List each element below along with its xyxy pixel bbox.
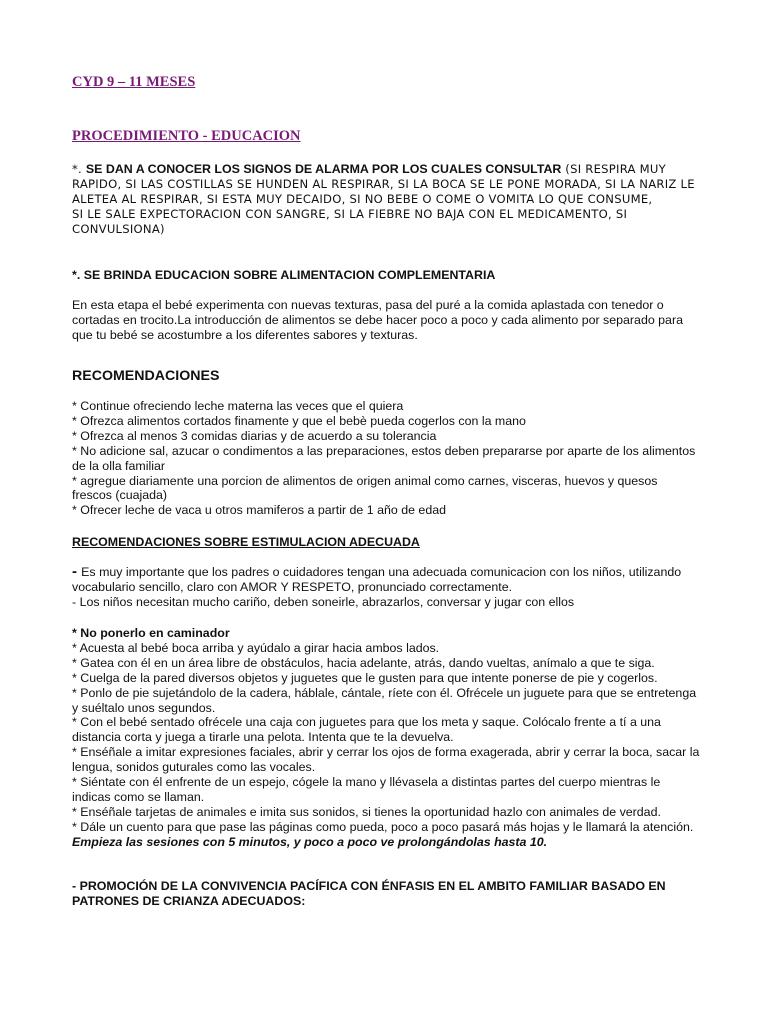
list-item: * Enséñale tarjetas de animales e imita sus sonidos, si tienes la oportunidad hazlo con animales de verdad. bbox=[72, 804, 661, 819]
list-item: * Acuesta al bebé boca arriba y ayúdalo a girar hacia ambos lados. bbox=[72, 640, 440, 655]
alimentacion-heading: *. SE BRINDA EDUCACION SOBRE ALIMENTACION COMPLEMENTARIA bbox=[72, 268, 496, 282]
document-title: CYD 9 – 11 MESES bbox=[72, 74, 196, 90]
list-item: * Continue ofreciendo leche materna las veces que el quiera bbox=[72, 399, 404, 413]
estimulacion-intro bbox=[72, 565, 700, 610]
list-item: * Cuelga de la pared diversos objetos y juguetes que le gusten para que intente ponerse de pie y cogerlos. bbox=[72, 670, 658, 685]
list-item: * Enséñale a imitar expresiones faciales, abrir y cerrar los ojos de forma exagerada, abrir y cerrar la boca, sacar la lengua, sonidos guturales como las vocales. bbox=[72, 745, 700, 775]
recomendaciones-heading: RECOMENDACIONES bbox=[72, 368, 220, 384]
list-item: * Ofrezca al menos 3 comidas diarias y de acuerdo a su tolerancia bbox=[72, 428, 437, 443]
alarm-text: (SI RESPIRA MUY RAPIDO, SI LAS COSTILLAS SE HUNDEN AL RESPIRAR, SI LA BOCA SE LE PONE MORADA, SI LA NARIZ LE ALETEA AL RESPIRAR, SI ESTA MUY DECAIDO, SI NO BEBE O COME O VOMITA LO QUE CONSUME, bbox=[72, 162, 695, 206]
list-item: - Es muy importante que los padres o cuidadores tengan una adecuada comunicacion con los niños, utilizando vocabulario sencillo, claro con AMOR Y RESPETO, pronunciado correctamente. bbox=[72, 563, 682, 594]
list-item: * Gatea con él en un área libre de obstáculos, hacia adelante, atrás, dando vueltas, anímalo a que te siga. bbox=[72, 655, 655, 670]
estimulacion-heading: RECOMENDACIONES SOBRE ESTIMULACION ADECUADA bbox=[72, 535, 420, 549]
list-item: * Siéntate con él enfrente de un espejo, cógele la mano y llévasela a distintas partes del cuerpo mientras le indicas como se llaman. bbox=[72, 775, 661, 804]
list-item: * Ofrezca alimentos cortados finamente y que el bebè pueda cogerlos con la mano bbox=[72, 413, 526, 428]
alarm-heading: SE DAN A CONOCER LOS SIGNOS DE ALARMA POR LOS CUALES CONSULTAR bbox=[85, 162, 562, 176]
list-item: * No adicione sal, azucar o condimentos a las preparaciones, estos deben prepararse por aparte de los alimentos de la olla familiar bbox=[72, 443, 696, 473]
list-item: * Dále un cuento para que pase las páginas como pueda, poco a poco pasará más hojas y le llamará la atención. bbox=[72, 819, 694, 834]
caminador-heading: * No ponerlo en caminador bbox=[72, 626, 230, 640]
alarm-signs-paragraph bbox=[72, 162, 700, 237]
list-item: - Los niños necesitan mucho cariño, deben soneirle, abrazarlos, conversar y jugar con ellos bbox=[72, 594, 575, 609]
list-item: * agregue diariamente una porcion de alimentos de origen animal como carnes, visceras, huevos y quesos frescos (cuajada) bbox=[72, 473, 658, 503]
alarm-text-continued: SI LE SALE EXPECTORACION CON SANGRE, SI LA FIEBRE NO BAJA CON EL MEDICAMENTO, SI CONVULSIONA) bbox=[72, 207, 628, 236]
convivencia-heading: - PROMOCIÓN DE LA CONVIVENCIA PACÍFICA CON ÉNFASIS EN EL AMBITO FAMILIAR BASADO EN PATRONES DE CRIANZA ADECUADOS: bbox=[72, 879, 666, 908]
sesiones-note: Empieza las sesiones con 5 minutos, y poco a poco ve prolongándolas hasta 10. bbox=[72, 834, 548, 849]
list-item: * Ponlo de pie sujetándolo de la cadera, háblale, cántale, ríete con él. Ofrécele un juguete para que se entretenga y suéltalo unos segundos. bbox=[72, 685, 697, 715]
alarm-prefix: *. bbox=[72, 162, 86, 176]
actividades-block bbox=[72, 626, 700, 850]
list-item: * Con el bebé sentado ofrécele una caja con juguetes para que los meta y saque. Colócalo frente a tí a una distancia corta y juega a tirarle una pelota. Intenta que te la devuelva. bbox=[72, 715, 661, 745]
recomendaciones-list bbox=[72, 399, 700, 518]
dash-marker: - bbox=[72, 563, 82, 580]
alimentacion-paragraph: En esta etapa el bebé experimenta con nuevas texturas, pasa del puré a la comida aplastada con tenedor o cortadas en trocito.La introducción de alimentos se debe hacer poco a poco y cada alimento por separado para que tu bebé se acostumbre a los diferentes sabores y texturas. bbox=[72, 298, 683, 342]
list-item: * Ofrecer leche de vaca u otros mamiferos a partir de 1 año de edad bbox=[72, 503, 446, 518]
section-title-procedimiento: PROCEDIMIENTO - EDUCACION bbox=[72, 128, 301, 144]
